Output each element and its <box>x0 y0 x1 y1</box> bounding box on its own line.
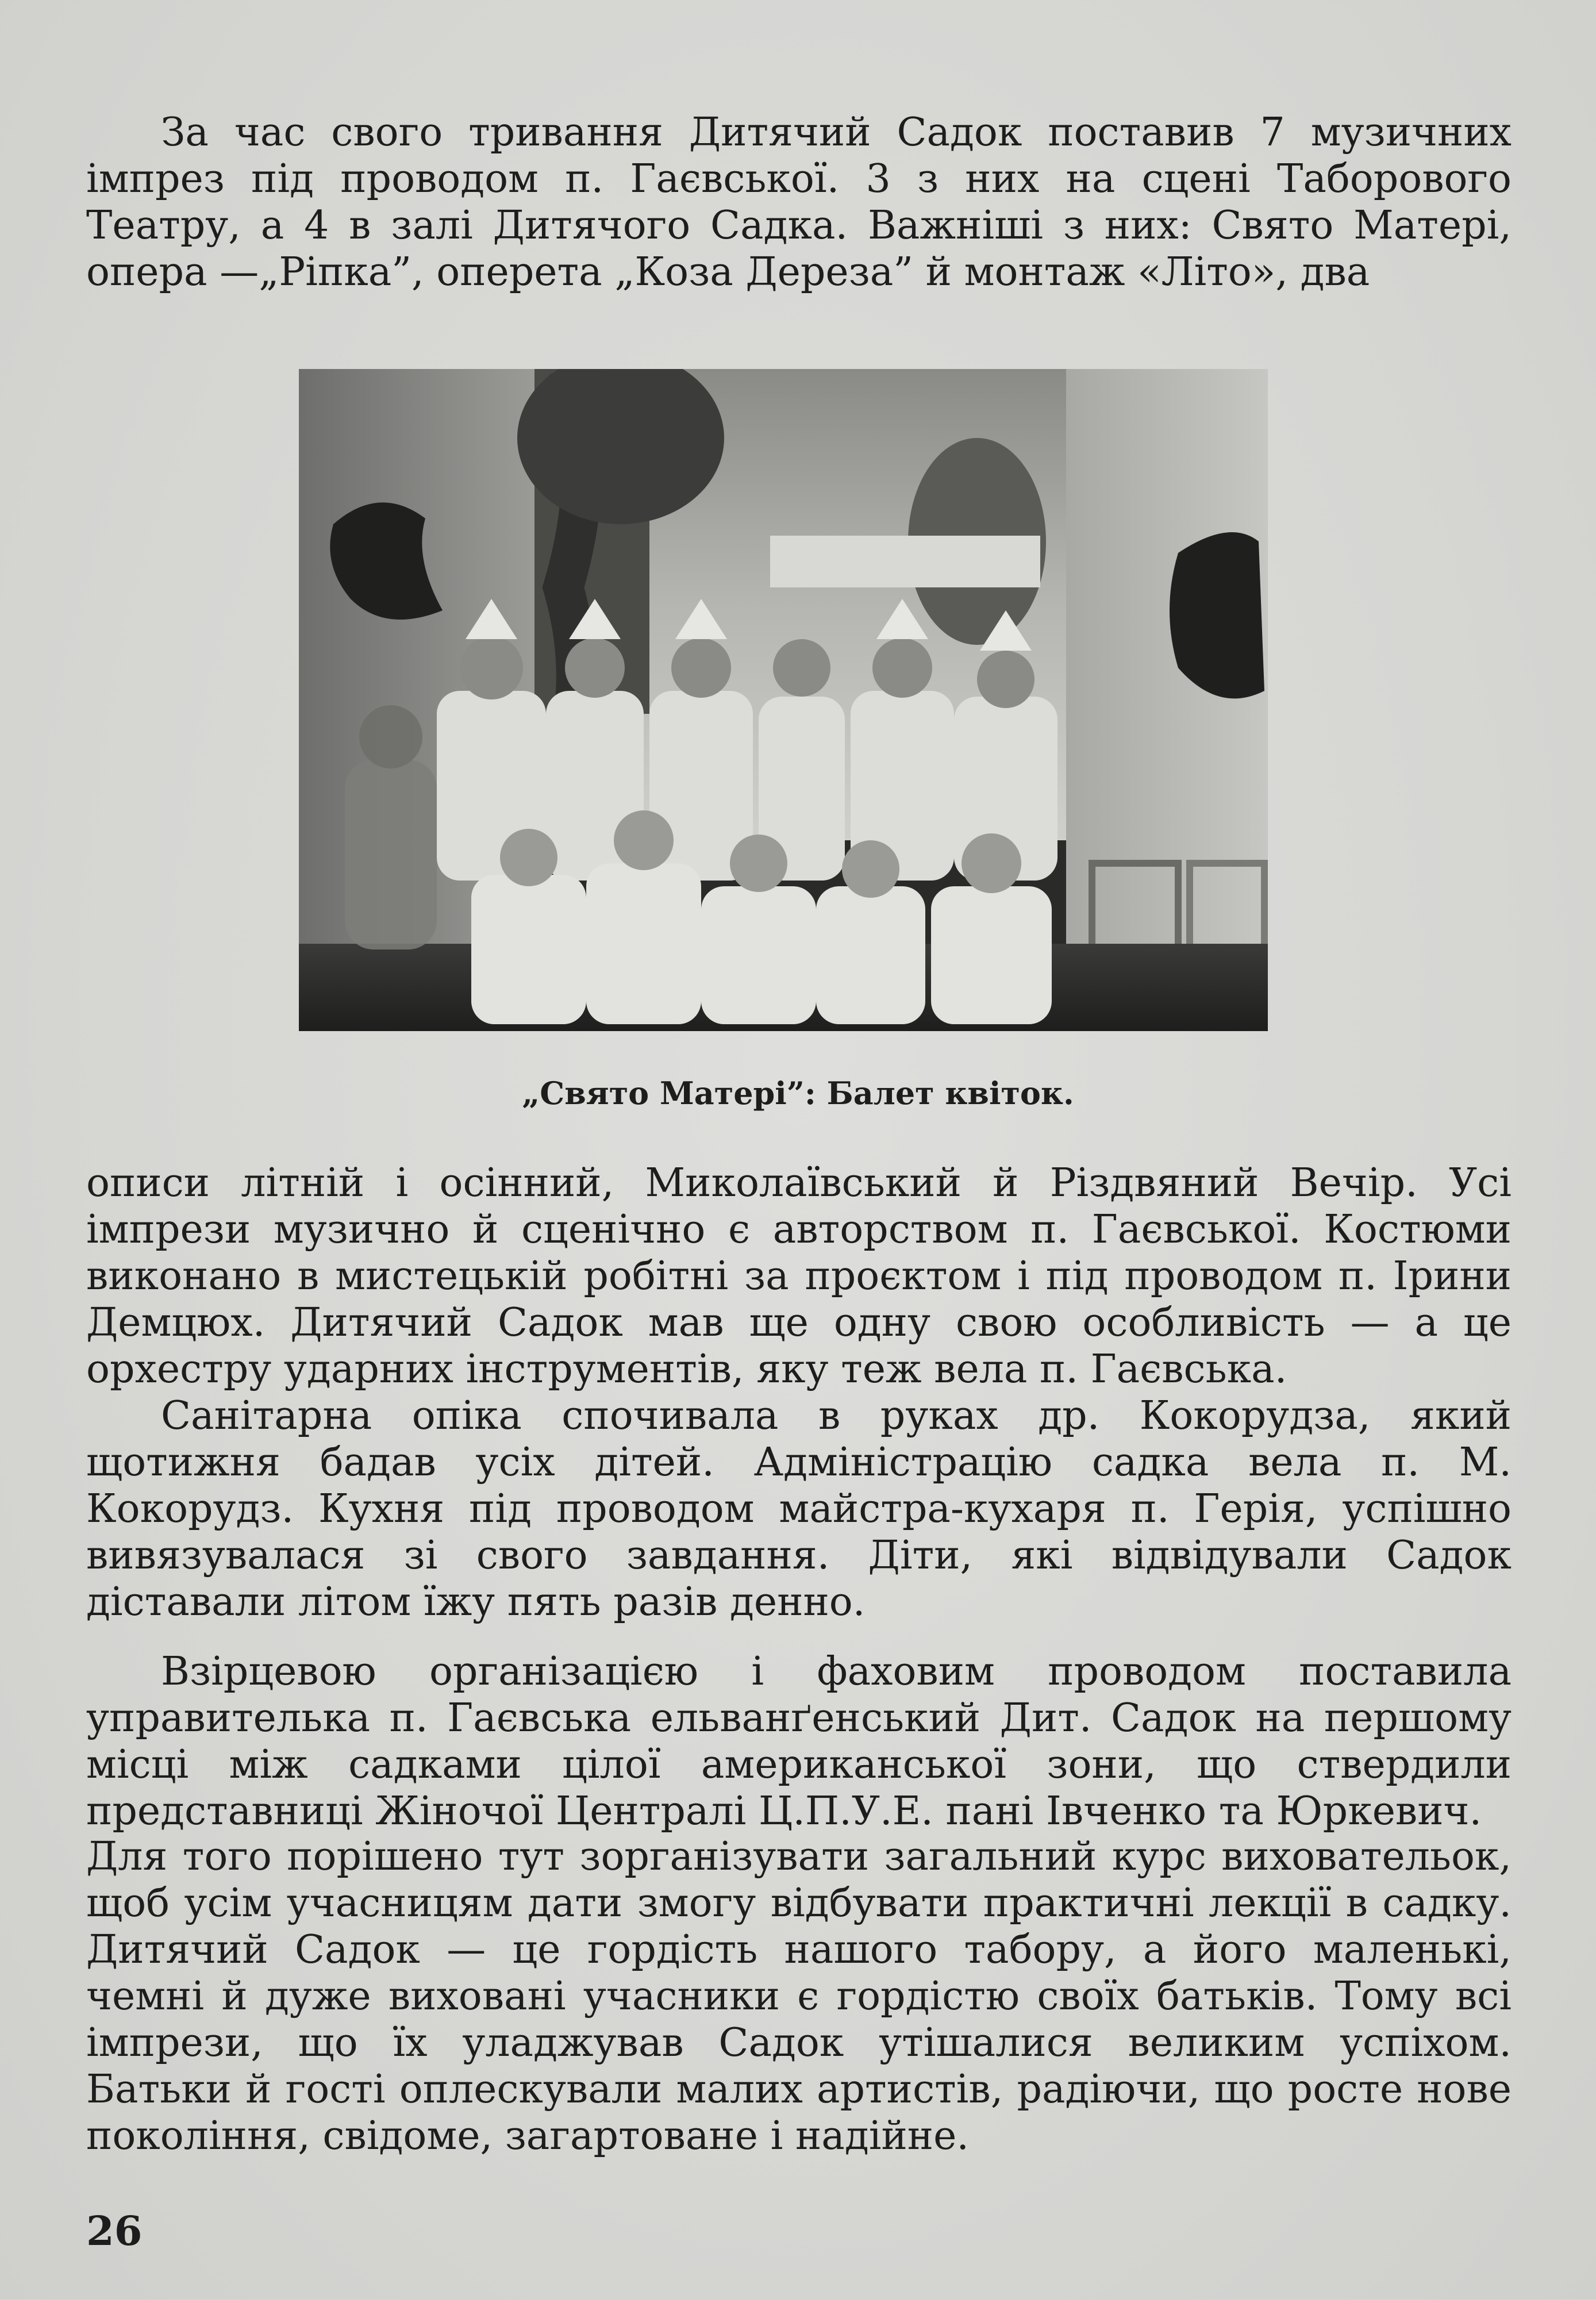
paragraph-conclusion: Для того порішено тут зорганізувати загальний курс виховательок, щоб усім учасницям дати змогу відбувати практичні лекції в садку. Дитячий Садок — це гордість нашого табору, а його маленькі, чемні й дуже виховані учасники є гордістю своїх батьків. Тому всі імпрези, що їх уладжував Садок утішалися великим успіхом. Батьки й гості оплескували малих артистів, радіючи, що росте нове покоління, свідоме, загартоване і надійне. <box>86 1834 1512 2159</box>
paragraph-organization: Взірцевою організацією і фаховим проводом поставила управителька п. Гаєвська ельванґенський Дит. Садок на першому місці між садками цілої американської зони, що ствердили представниці Жіночої Централі Ц.П.У.Е. пані Івченко та Юркевич. <box>86 1649 1512 1834</box>
page-number: 26 <box>86 2207 143 2255</box>
paragraph-sanitary-care: Санітарна опіка спочивала в руках др. Кокорудза, який щотижня бадав усіх дітей. Адміністрацію садка вела п. М. Кокорудз. Кухня під проводом майстра-кухаря п. Герія, успішно вивязувалася зі свого завдання. Діти, які відвідували Садок діставали літом їжу пять разів денно. <box>86 1393 1512 1625</box>
photo-caption: „Свято Матері”: Балет квіток. <box>522 1075 1074 1112</box>
paragraph-intro: За час свого тривання Дитячий Садок поставив 7 музичних імпрез під проводом п. Гаєвської. 3 з них на сцені Таборового Театру, а 4 в залі Дитячого Садка. Важніші з них: Свято Матері, опера —„Ріпка”, оперета „Коза Дереза” й монтаж «Літо», два <box>86 110 1512 295</box>
photo-children-ballet <box>299 369 1268 1031</box>
photo-illustration <box>299 369 1268 1031</box>
paragraph-performances: описи літній і осінний, Миколаївський й Різдвяний Вечір. Усі імпрези музично й сценічно є авторством п. Гаєвської. Костюми виконано в мистецькій робітні за проєктом і під проводом п. Ірини Демцюх. Дитячий Садок мав ще одну свою особливість — а це орхестру ударних інструментів, яку теж вела п. Гаєвська. <box>86 1160 1512 1392</box>
